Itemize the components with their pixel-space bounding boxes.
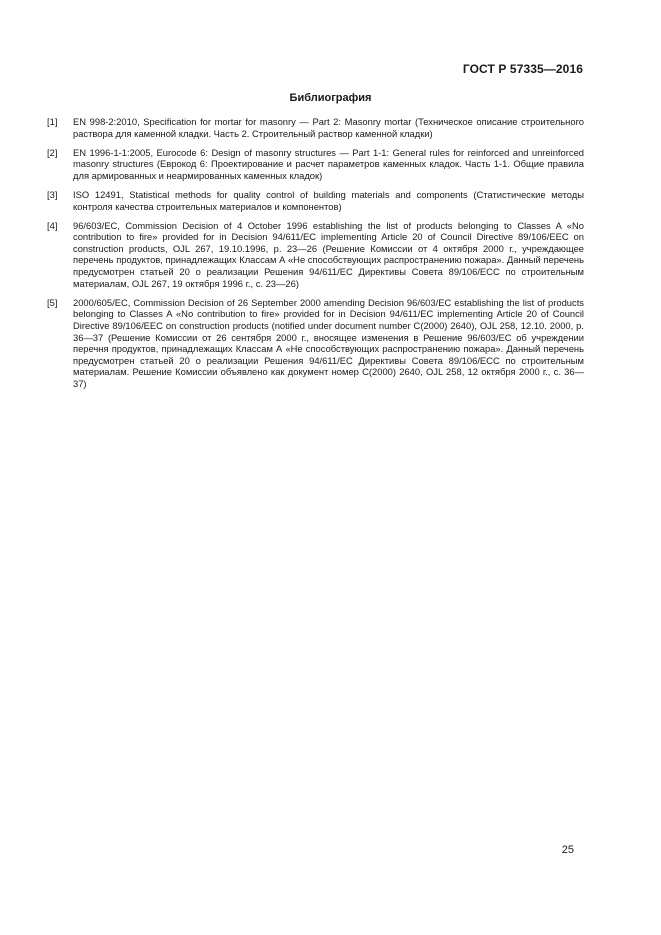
entry-text: EN 1996-1-1:2005, Eurocode 6: Design of masonry structures — Part 1-1: General rules for reinforced and unreinforced masonry structures (Еврокод 6: Проектирование и расчет параметров каменных кладок. Часть 1-1. Общие правила для армированных и неармированных каменных кладок)	[73, 146, 584, 181]
section-title: Библиография	[289, 92, 372, 104]
bibliography-entry	[47, 297, 584, 390]
entry-text: 2000/605/EC, Commission Decision of 26 September 2000 amending Decision 96/603/EC establishing the list of products belonging to Classes A «No contribution to fire» provided for in Decision 94/611/EC implementing Article 20 of Council Directive 89/106/EEC on construction products (notified under document number C(2000) 2640), OJL 258, 12.10. 2000, p. 36—37 (Решение Комиссии от 26 сентября 2000 г., вносящее изменения в Решение 96/603/ЕС об учреждении перечня продуктов, принадлежащих Классам А «Не способствующих распространению пожара». Данный перечень предусмотрен статьей 20 о реализации Решения 94/611/ЕС Директивы Совета 89/106/ЕСС по строительным материалам. Решение Комиссии объявлено как документ номер С(2000) 2640, OJL 258, 12 октября 2000 г., с. 36—37)	[73, 296, 584, 389]
entry-number: [5]	[47, 296, 58, 308]
bibliography-entry	[47, 189, 584, 212]
bibliography-list	[47, 116, 584, 397]
bibliography-entry	[47, 147, 584, 182]
entry-number: [3]	[47, 188, 58, 200]
entry-text: ISO 12491, Statistical methods for quality control of building materials and components (Статистические методы контроля качества строительных материалов и компонентов)	[73, 188, 584, 212]
entry-text: 96/603/EC, Commission Decision of 4 October 1996 establishing the list of products belonging to Classes A «No contribution to fire» provided for in Decision 94/611/EC implementing Article 20 of Council Directive 89/106/EEC on construction products, OJL 267, 19.10.1996, p. 23—26 (Решение Комиссии от 4 октября 2000 г., учреждающее перечень продуктов, принадлежащих Классам А «Не способствующих распространению пожара». Данный перечень предусмотрен статьей 20 о реализации Решения 94/611/ЕС Директивы Совета 89/106/ЕСС по строительным материалам, OJL 267, 19 октября 1996 г., с. 23—26)	[73, 219, 584, 289]
entry-number: [4]	[47, 219, 58, 231]
bibliography-entry	[47, 220, 584, 290]
document-code: ГОСТ Р 57335—2016	[462, 62, 583, 76]
entry-number: [2]	[47, 146, 58, 158]
bibliography-entry	[47, 116, 584, 139]
page-number: 25	[561, 844, 574, 856]
entry-text: EN 998-2:2010, Specification for mortar for masonry — Part 2: Masonry mortar (Техническое описание строительного раствора для каменной кладки. Часть 2. Строительный раствор каменной кладки)	[73, 116, 584, 139]
entry-number: [1]	[47, 116, 58, 127]
